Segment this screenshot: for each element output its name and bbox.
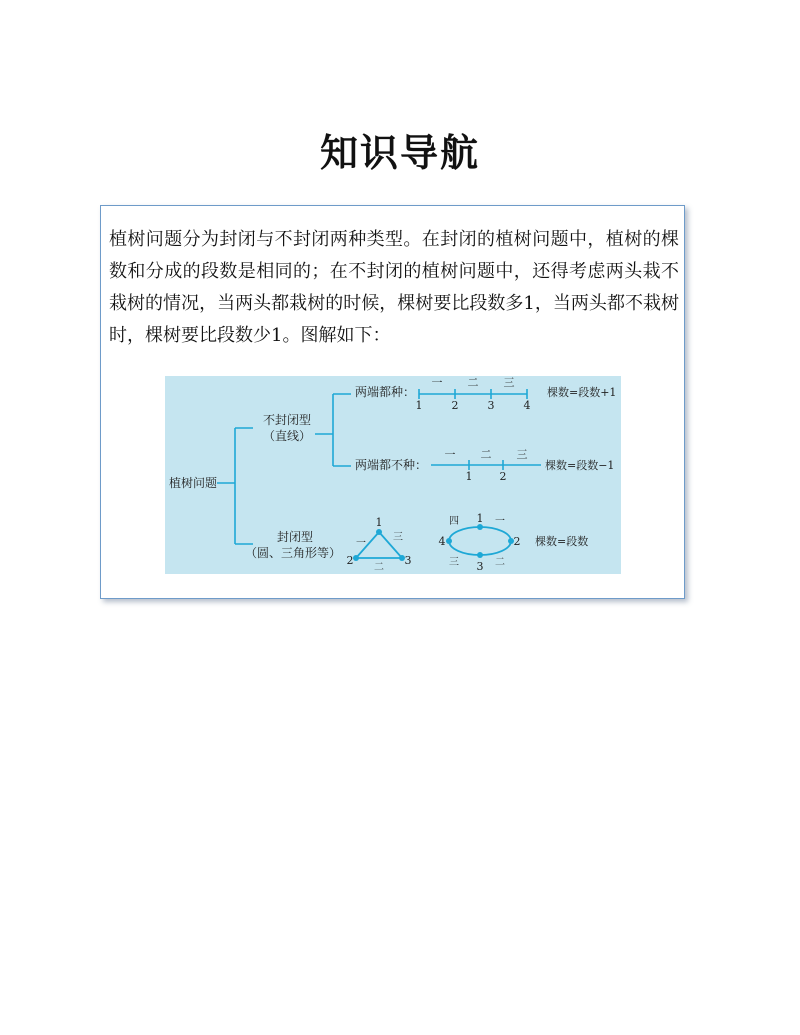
segment-label: 二	[374, 562, 384, 573]
point-label: 1	[415, 399, 423, 412]
page-title: 知识导航	[319, 130, 480, 175]
segment-label: 一	[495, 516, 505, 527]
point-label: 4	[438, 535, 446, 548]
no-ends-line	[431, 460, 541, 470]
segment-label: 一	[431, 376, 443, 389]
both-ends-label: 两端都种：	[355, 385, 416, 399]
no-ends-label: 两端都不种：	[355, 458, 428, 472]
point-label: 2	[499, 470, 507, 483]
point-label: 1	[476, 512, 484, 525]
segment-label: 二	[467, 376, 479, 389]
segment-label: 三	[393, 532, 403, 543]
segment-label: 一	[444, 448, 456, 461]
segment-label: 四	[449, 516, 459, 527]
point-label: 2	[451, 399, 459, 412]
segment-label: 三	[516, 448, 528, 461]
both-ends-line	[419, 389, 527, 399]
segment-label: 三	[449, 557, 459, 568]
closed-formula: 棵数=段数	[535, 535, 589, 548]
ellipse-figure	[446, 524, 514, 558]
diagram-svg	[165, 376, 621, 574]
open-type-label: 不封闭型	[263, 413, 312, 427]
segment-label: 二	[495, 557, 505, 568]
point-label: 1	[375, 516, 383, 529]
no-ends-formula: 棵数=段数−1	[545, 459, 615, 472]
point-label: 2	[346, 554, 354, 567]
point-label: 3	[476, 560, 484, 573]
point-label: 3	[487, 399, 495, 412]
root-label: 植树问题	[169, 476, 218, 490]
open-type-sub-label: （直线）	[263, 429, 312, 443]
both-ends-formula: 棵数=段数+1	[547, 386, 617, 399]
point-label: 1	[465, 470, 473, 483]
knowledge-paragraph: 植树问题分为封闭与不封闭两种类型。在封闭的植树问题中，植树的棵数和分成的段数是相同的；在不封闭的植树问题中，还得考虑两头栽不栽树的情况，当两头都栽树的时候，棵树要比段数多1，当两头都不栽树时，棵树要比段数少1。图解如下：	[109, 229, 679, 346]
tree-planting-diagram	[165, 376, 621, 574]
segment-label: 二	[480, 448, 492, 461]
segment-label: 一	[356, 538, 366, 549]
point-label: 2	[513, 535, 521, 548]
closed-type-label: 封闭型	[277, 530, 314, 544]
segment-label: 三	[503, 376, 515, 389]
point-label: 3	[404, 554, 412, 567]
closed-type-sub-label: （圆、三角形等）	[245, 546, 342, 560]
point-label: 4	[523, 399, 531, 412]
knowledge-box	[100, 205, 685, 599]
